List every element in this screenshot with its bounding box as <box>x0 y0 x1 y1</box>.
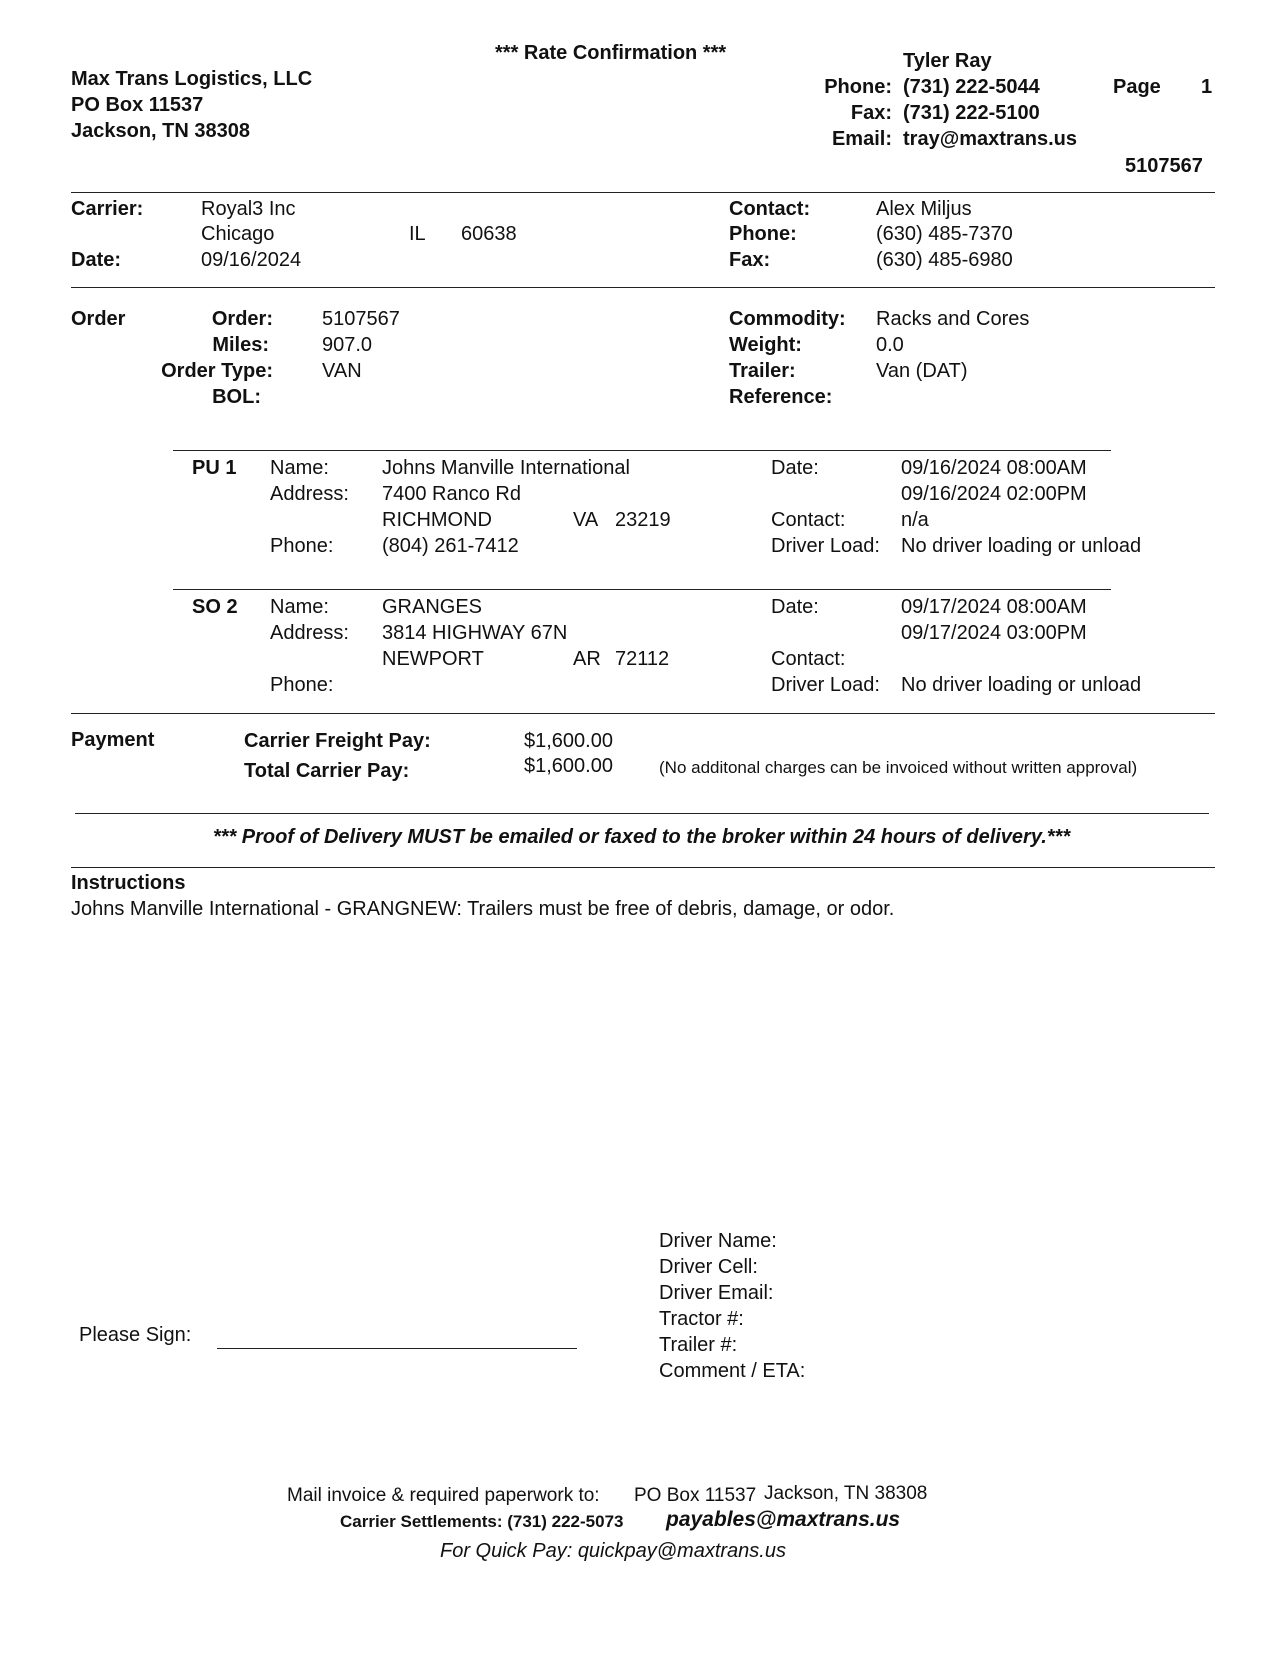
page-number: 1 <box>1201 76 1213 98</box>
agent-fax: (731) 222-5100 <box>903 102 1040 124</box>
stop-address: 7400 Ranco Rd <box>382 483 521 505</box>
carrier-zip: 60638 <box>461 223 517 245</box>
carrier-name: Royal3 Inc <box>201 198 296 220</box>
carrier-phone-label: Phone: <box>729 223 797 245</box>
order-section-label: Order <box>71 308 126 330</box>
company-address-line2: Jackson, TN 38308 <box>71 120 250 142</box>
driver-name-label: Driver Name: <box>659 1230 777 1252</box>
stop-driver-load: No driver loading or unload <box>901 674 1142 696</box>
page-label: Page <box>1113 76 1161 98</box>
stop-name: GRANGES <box>382 596 483 618</box>
total-pay: $1,600.00 <box>524 755 613 777</box>
freight-pay: $1,600.00 <box>524 730 613 752</box>
carrier-fax-label: Fax: <box>729 249 771 271</box>
date-label: Date: <box>71 249 122 271</box>
payables-email[interactable]: payables@maxtrans.us <box>666 1508 901 1531</box>
tractor-label: Tractor #: <box>659 1308 744 1330</box>
stop-driver-load-label: Driver Load: <box>771 674 880 696</box>
stop-address-label: Address: <box>270 483 349 505</box>
stop-driver-load: No driver loading or unload <box>901 535 1142 557</box>
commodity: Racks and Cores <box>876 308 1030 330</box>
stop-driver-load-label: Driver Load: <box>771 535 880 557</box>
stop-name-label: Name: <box>270 457 329 479</box>
divider <box>75 813 1209 814</box>
agent-fax-label: Fax: <box>850 102 892 124</box>
stop-address: 3814 HIGHWAY 67N <box>382 622 568 644</box>
agent-email: tray@maxtrans.us <box>903 128 1078 150</box>
stop-phone-label: Phone: <box>270 674 334 696</box>
agent-phone: (731) 222-5044 <box>903 76 1040 98</box>
commodity-label: Commodity: <box>729 308 846 330</box>
carrier-state: IL <box>409 223 426 245</box>
pod-notice: *** Proof of Delivery MUST be emailed or faxed to the broker within 24 hours of delivery.*** <box>212 826 1071 848</box>
driver-cell-label: Driver Cell: <box>659 1256 758 1278</box>
stop-address-label: Address: <box>270 622 349 644</box>
stop-contact-label: Contact: <box>771 509 846 531</box>
stop-zip: 72112 <box>615 648 670 670</box>
instructions-title: Instructions <box>71 872 186 894</box>
divider <box>71 192 1215 193</box>
stop-code: PU 1 <box>192 457 237 479</box>
bol-label: BOL: <box>212 386 261 408</box>
stop-divider <box>173 589 1111 590</box>
payment-section-label: Payment <box>71 729 155 751</box>
payment-note: (No additonal charges can be invoiced without written approval) <box>659 758 1138 777</box>
trailer-label: Trailer: <box>729 360 796 382</box>
doc-title: *** Rate Confirmation *** <box>495 42 727 64</box>
carrier-contact-label: Contact: <box>729 198 811 220</box>
divider <box>71 713 1215 714</box>
please-sign-label: Please Sign: <box>79 1324 192 1346</box>
carrier-phone: (630) 485-7370 <box>876 223 1013 245</box>
weight: 0.0 <box>876 334 904 356</box>
comment-eta-label: Comment / ETA: <box>659 1360 806 1382</box>
doc-number: 5107567 <box>1125 155 1203 177</box>
agent-email-label: Email: <box>831 128 892 150</box>
carrier-contact: Alex Miljus <box>876 198 972 220</box>
stop-date-from: 09/16/2024 08:00AM <box>901 457 1087 479</box>
stop-phone-label: Phone: <box>270 535 334 557</box>
trailer: Van (DAT) <box>876 360 968 382</box>
carrier-city: Chicago <box>201 223 275 245</box>
stop-contact-label: Contact: <box>771 648 846 670</box>
freight-pay-label: Carrier Freight Pay: <box>244 730 431 752</box>
order-number: 5107567 <box>322 308 400 330</box>
stop-city: RICHMOND <box>382 509 492 531</box>
agent-name: Tyler Ray <box>903 50 992 72</box>
stop-state: AR <box>573 648 601 670</box>
miles-label: Miles: <box>212 334 269 356</box>
footer-po-box: PO Box 11537 <box>634 1485 757 1506</box>
order-type: VAN <box>322 360 362 382</box>
weight-label: Weight: <box>729 334 802 356</box>
stop-date-label: Date: <box>771 596 819 618</box>
company-address-line1: PO Box 11537 <box>71 94 204 116</box>
driver-email-label: Driver Email: <box>659 1282 774 1304</box>
miles: 907.0 <box>322 334 373 356</box>
agent-phone-label: Phone: <box>824 76 892 98</box>
stop-city: NEWPORT <box>382 648 484 670</box>
stop-date-from: 09/17/2024 08:00AM <box>901 596 1087 618</box>
order-type-label: Order Type: <box>161 360 273 382</box>
carrier-fax: (630) 485-6980 <box>876 249 1013 271</box>
stop-code: SO 2 <box>192 596 238 618</box>
mail-invoice-label: Mail invoice & required paperwork to: <box>287 1485 600 1506</box>
signature-line[interactable] <box>217 1348 577 1349</box>
order-number-label: Order: <box>211 308 273 330</box>
total-pay-label: Total Carrier Pay: <box>244 760 410 782</box>
carrier-date: 09/16/2024 <box>201 249 302 271</box>
company-name: Max Trans Logistics, LLC <box>71 68 313 90</box>
stop-name-label: Name: <box>270 596 329 618</box>
stop-contact: n/a <box>901 509 929 531</box>
stop-date-to: 09/17/2024 03:00PM <box>901 622 1087 644</box>
stop-divider <box>173 450 1111 451</box>
stop-zip: 23219 <box>615 509 671 531</box>
stop-state: VA <box>573 509 599 531</box>
stop-name: Johns Manville International <box>382 457 630 479</box>
stop-date-label: Date: <box>771 457 819 479</box>
divider <box>71 287 1215 288</box>
stop-phone: (804) 261-7412 <box>382 535 519 557</box>
footer-city-state: Jackson, TN 38308 <box>764 1483 928 1504</box>
quick-pay-email[interactable]: For Quick Pay: quickpay@maxtrans.us <box>440 1540 786 1562</box>
stop-date-to: 09/16/2024 02:00PM <box>901 483 1087 505</box>
reference-label: Reference: <box>729 386 833 408</box>
carrier-label: Carrier: <box>71 198 144 220</box>
carrier-settlements: Carrier Settlements: (731) 222-5073 <box>340 1512 624 1531</box>
trailer-number-label: Trailer #: <box>659 1334 738 1356</box>
divider <box>71 867 1215 868</box>
instructions-text: Johns Manville International - GRANGNEW: Trailers must be free of debris, damage, or odor. <box>71 898 895 920</box>
